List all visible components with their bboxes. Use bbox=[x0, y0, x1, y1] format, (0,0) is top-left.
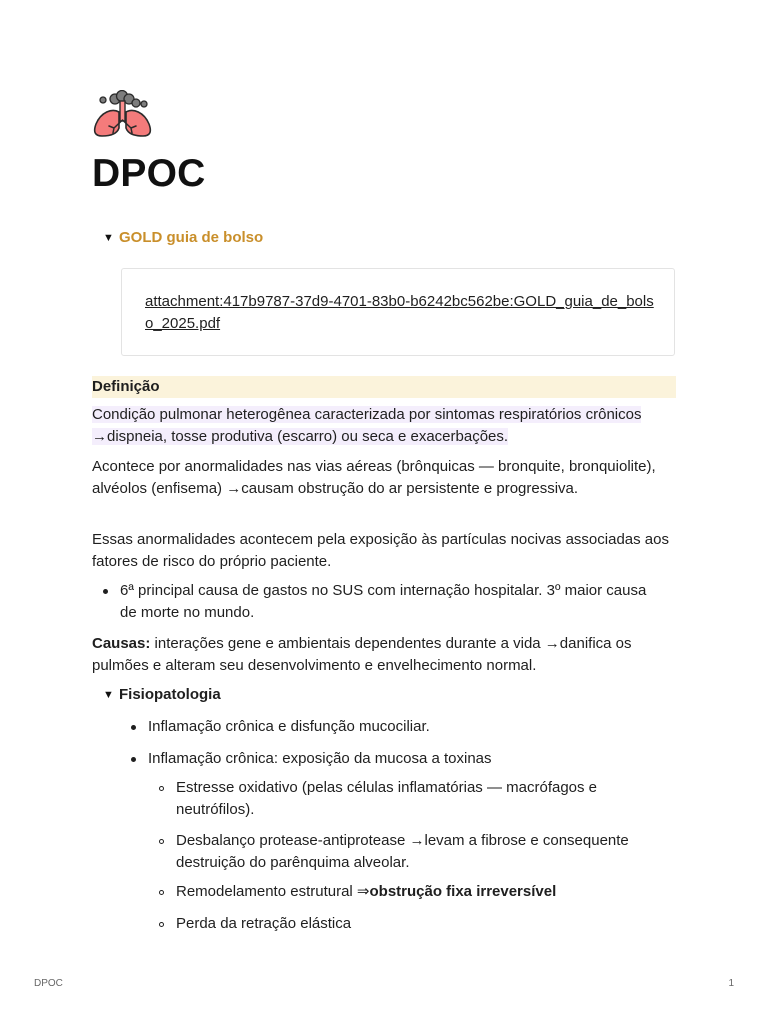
definicao-paragraph-3: Essas anormalidades acontecem pela exposição às partículas nocivas associadas aos fatores de risco do próprio paciente. bbox=[92, 531, 669, 570]
bullet-circle-icon bbox=[159, 890, 164, 895]
causas-label: Causas: bbox=[92, 635, 151, 652]
bullet-dot-icon bbox=[131, 757, 136, 762]
remodel-bold: obstrução fixa irreversível bbox=[369, 883, 557, 900]
triangle-down-icon[interactable]: ▼ bbox=[103, 688, 114, 701]
bullet-circle-icon bbox=[159, 786, 164, 791]
bullet-dot-icon bbox=[103, 589, 108, 594]
attachment-box bbox=[121, 268, 675, 356]
causas-text: interações gene e ambientais dependentes durante a vida →danifica os pulmões e alteram seu desenvolvimento e envelhecimento normal. bbox=[92, 635, 632, 674]
gold-toggle[interactable] bbox=[103, 229, 263, 246]
gold-toggle-label[interactable]: GOLD guia de bolso bbox=[119, 229, 264, 246]
footer-title: DPOC bbox=[34, 978, 63, 989]
attachment-link[interactable]: attachment:417b9787-37d9-4701-83b0-b6242bc562be:GOLD_guia_de_bolso_2025.pdf bbox=[145, 293, 654, 332]
page-title: DPOC bbox=[92, 152, 206, 195]
fisiopatologia-toggle[interactable] bbox=[103, 686, 221, 703]
list-item: Perda da retração elástica bbox=[176, 915, 352, 932]
definicao-paragraph-2: Acontece por anormalidades nas vias aéreas (brônquicas — bronquite, bronquiolite), alvéolos (enfisema) →causam obstrução do ar persistente e progressiva. bbox=[92, 458, 656, 497]
list-item: Estresse oxidativo (pelas células inflamatórias — macrófagos e neutrófilos). bbox=[176, 779, 598, 818]
bullet-circle-icon bbox=[159, 922, 164, 927]
list-item bbox=[176, 881, 676, 903]
definicao-paragraph-1 bbox=[92, 404, 676, 448]
definicao-heading: Definição bbox=[92, 376, 676, 398]
fisiopatologia-toggle-label[interactable]: Fisiopatologia bbox=[119, 686, 221, 703]
definicao-paragraph-1-text: Condição pulmonar heterogênea caracterizada por sintomas respiratórios crônicos →dispneia, tosse produtiva (escarro) ou seca e exacerbações. bbox=[92, 406, 642, 445]
remodel-text: Remodelamento estrutural ⇒ bbox=[176, 883, 370, 900]
list-item: Inflamação crônica: exposição da mucosa a toxinas bbox=[148, 750, 492, 767]
lungs-smoke-icon bbox=[92, 90, 154, 138]
list-item: 6ª principal causa de gastos no SUS com internação hospitalar. 3º maior causa de morte no mundo. bbox=[120, 582, 647, 621]
page-number: 1 bbox=[728, 978, 734, 989]
bullet-dot-icon bbox=[131, 725, 136, 730]
bullet-circle-icon bbox=[159, 839, 164, 844]
list-item: Desbalanço protease-antiprotease →levam a fibrose e consequente destruição do parênquima alveolar. bbox=[176, 832, 629, 871]
causas-paragraph bbox=[92, 633, 676, 677]
triangle-down-icon[interactable]: ▼ bbox=[103, 231, 114, 244]
list-item: Inflamação crônica e disfunção mucociliar. bbox=[148, 718, 430, 735]
